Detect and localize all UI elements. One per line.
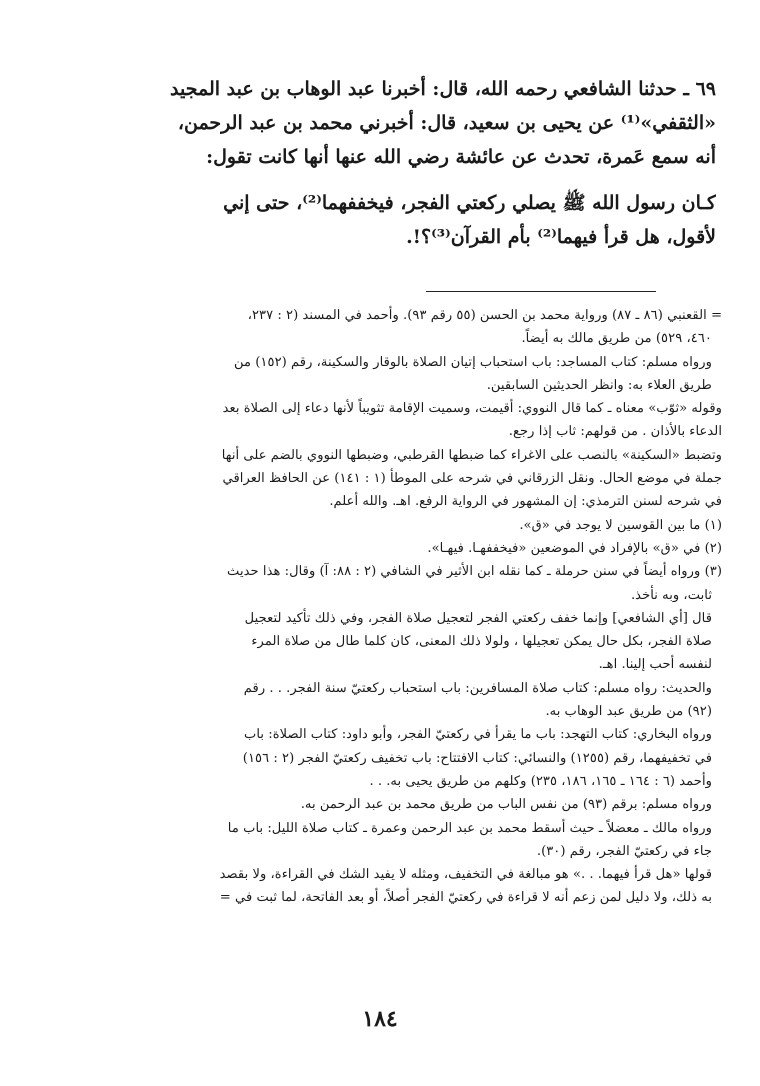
- footnote-line: = القعنبي (٨٦ ـ ٨٧) ورواية محمد بن الحسن (٥٥ رقم ٩٣). وأحمد في المسند (٢ : ٢٣٧،: [247, 308, 722, 323]
- footnote-divider: [426, 291, 656, 292]
- footnote-line: ورواه مالك ـ معضلاً ـ حيث أسقط محمد بن عبد الرحمن وعمرة ـ كتاب صلاة الليل: باب ما: [227, 820, 712, 836]
- page-number: ١٨٤: [362, 1006, 398, 1032]
- hadith-line: «الثقفي»⁽¹⁾ عن يحيى بن سعيد، قال: أخبرني محمد بن عبد الرحمن،: [177, 112, 716, 134]
- footnote-line: وقوله «ثوّب» معناه ـ كما قال النووي: أقيمت، وسميت الإقامة تثويباً لأنها دعاء إلى الصلاة بعد: [222, 401, 722, 417]
- footnote-line: (٢) في «ق» بالإفراد في الموضعين «فيخففهـا. فيهـا».: [427, 540, 722, 556]
- footnote-line: به ذلك، ولا دليل لمن زعم أنه لا قراءة في ركعتيّ الفجر أصلاً، أو بعد الفاتحة، لما ثبت في =: [219, 890, 712, 906]
- footnote-line: جاء في ركعتيّ الفجر، رقم (٣٠).: [536, 843, 712, 859]
- footnote-line: طريق العلاء به: وانظر الحديثين السابقين.: [486, 377, 712, 393]
- footnote-line: ٤٦٠، ٥٢٩) من طريق مالك به أيضاً.: [521, 331, 712, 347]
- footnote-line: ورواه البخاري: كتاب التهجد: باب ما يقرأ في ركعتيّ الفجر، وأبو داود: كتاب الصلاة: باب: [243, 727, 712, 743]
- footnote-line: لنفسه أحب إلينا. اهـ.: [598, 657, 712, 673]
- footnote-line: صلاة الفجر، بكل حال يمكن تعجيلها ، ولولا ذلك المعنى، كان كلما طال من صلاة المرء: [251, 634, 712, 650]
- footnote-line: (٩٢) من طريق عبد الوهاب به.: [545, 704, 712, 720]
- footnote-line: في تخفيفهما، رقم (١٢٥٥) والنسائي: كتاب الافتتاح: باب تخفيف ركعتيّ الفجر (٢ : ١٥٦): [242, 750, 712, 766]
- hadith-spacer: [36, 174, 716, 186]
- hadith-text: [36, 72, 716, 254]
- hadith-line: ٦٩ ـ حدثنا الشافعي رحمه الله، قال: أخبرنا عبد الوهاب بن عبد المجيد: [169, 78, 716, 100]
- footnote-line: وتضبط «السكينة» بالنصب على الاغراء كما ضبطها القرطبي، وضبطها النووي بالضم على أنها: [221, 447, 722, 463]
- hadith-line: كـان رسول الله ﷺ يصلي ركعتي الفجر، فيخففهما⁽²⁾، حتى إني: [223, 192, 716, 214]
- footnote-line: ورواه مسلم: برقم (٩٣) من نفس الباب من طريق محمد بن عبد الرحمن به.: [300, 797, 712, 813]
- footnote-line: في شرحه لسنن الترمذي: إن المشهور في الرواية الرفع. اهـ. والله أعلم.: [329, 494, 722, 510]
- footnote-line: وأحمد (٦ : ١٦٤ ـ ١٦٥، ١٨٦، ٢٣٥) وكلهم من طريق يحيى به. . .: [369, 773, 712, 789]
- footnote-line: الدعاء بالأذان . من قولهم: ثاب إذا رجع.: [508, 424, 722, 440]
- footnote-line: قال [أي الشافعي] وإنما خفف ركعتي الفجر لتعجيل صلاة الفجر، وفي ذلك تأكيد لتعجيل: [244, 610, 712, 626]
- footnote-line: ثابت، وبه نأخذ.: [630, 587, 712, 603]
- footnote-line: (١) ما بين القوسين لا يوجد في «ق».: [519, 517, 722, 533]
- footnote-line: (٣) ورواه أيضاً في سنن حرملة ـ كما نقله ابن الأثير في الشافي (٢ : ٨٨: آ) وقال: هذا حديث: [227, 564, 722, 580]
- footnote-line: جملة في موضع الحال. ونقل الزرقاني في شرحه على الموطأ (١ : ١٤١) عن الحافظ العراقي: [222, 471, 722, 487]
- hadith-line: لأقول، هل قرأ فيهما⁽²⁾ بأم القرآن⁽³⁾؟!.: [406, 226, 716, 248]
- footnote-line: ورواه مسلم: كتاب المساجد: باب استحباب إتيان الصلاة بالوقار والسكينة، رقم (١٥٢) من: [233, 354, 712, 370]
- footnote-line: والحديث: رواه مسلم: كتاب صلاة المسافرين: باب استحباب ركعتيّ سنة الفجر. . . رقم: [243, 680, 712, 696]
- hadith-line: أنه سمع عَمرة، تحدث عن عائشة رضي الله عنها أنها كانت تقول:: [206, 146, 716, 168]
- footnotes: [28, 304, 722, 910]
- footnote-line: قولها «هل قرأ فيهما. . .» هو مبالغة في التخفيف، ومثله لا يفيد الشك في القراءة، ولا بقصد: [219, 867, 712, 883]
